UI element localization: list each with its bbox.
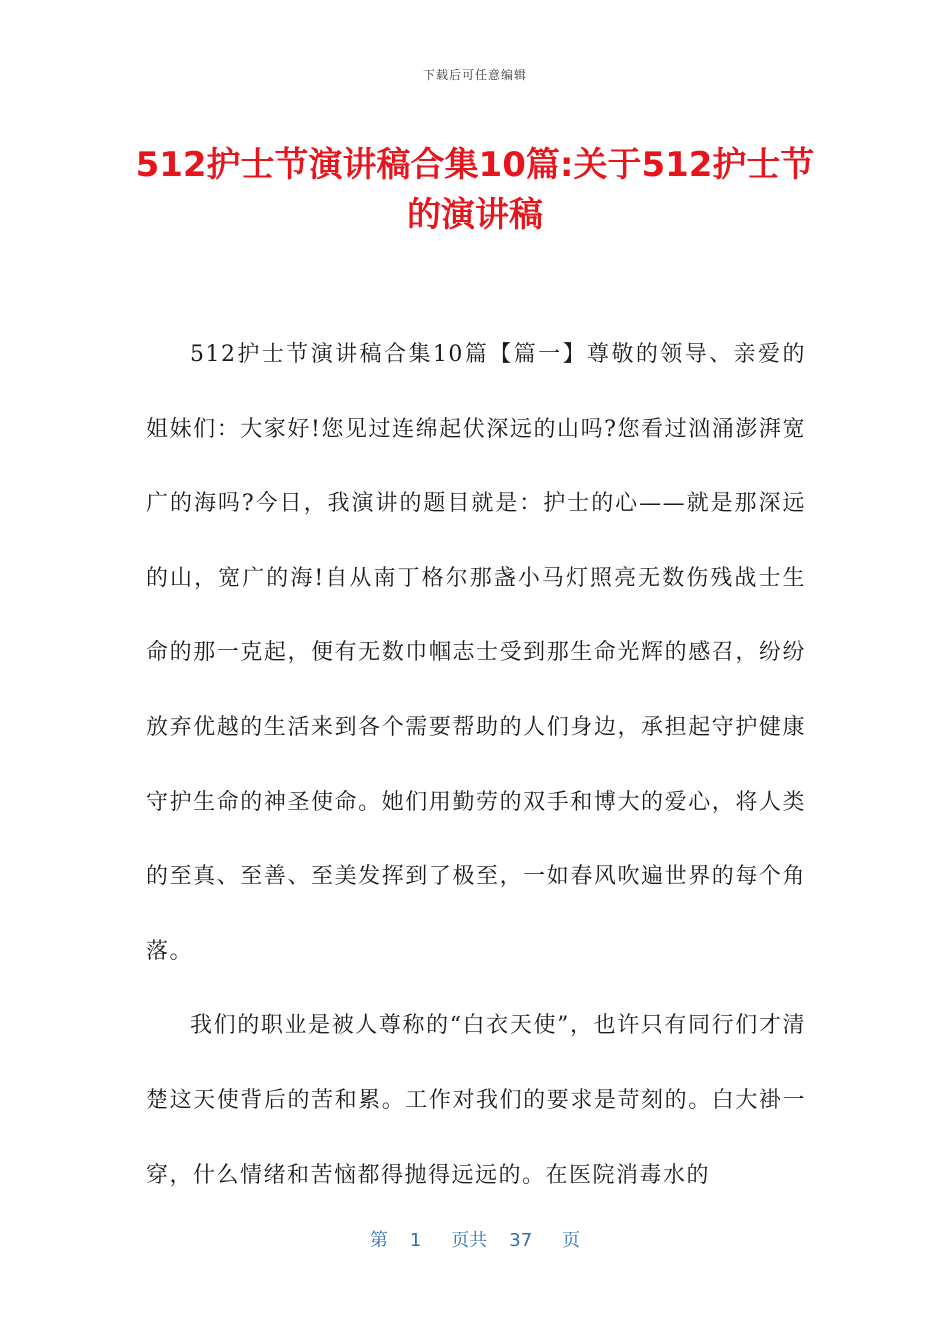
footer-label-prefix: 第 [369,1230,388,1251]
footer-total-pages: 37 [509,1230,533,1251]
paragraph: 我们的职业是被人尊称的“白衣天使”，也许只有同行们才清楚这天使背后的苦和累。工作对我们的要求是苛刻的。白大褂一穿，什么情绪和苦恼都得抛得远远的。在医院消毒水的 [146,1013,806,1188]
footer-current-page: 1 [409,1230,422,1251]
header-note: 下载后可任意编辑 [422,68,527,82]
page-footer [0,1226,950,1252]
footer-label-middle: 页共 [451,1230,488,1251]
document-body [146,318,806,1213]
document-title: 512护士节演讲稿合集10篇:关于512护士节的演讲稿 [135,145,815,235]
footer-label-suffix: 页 [562,1230,581,1251]
paragraph: 512护士节演讲稿合集10篇【篇一】尊敬的领导、亲爱的姐妹们：大家好!您见过连绵起伏深远的山吗?您看过汹涌澎湃宽广的海吗?今日，我演讲的题目就是：护士的心——就是那深远的山，宽广的海!自从南丁格尔那盏小马灯照亮无数伤残战士生命的那一克起，便有无数巾帼志士受到那生命光辉的感召，纷纷放弃优越的生活来到各个需要帮助的人们身边，承担起守护健康守护生命的神圣使命。她们用勤劳的双手和博大的爱心，将人类的至真、至善、至美发挥到了极至，一如春风吹遍世界的每个角落。 [146,342,806,964]
